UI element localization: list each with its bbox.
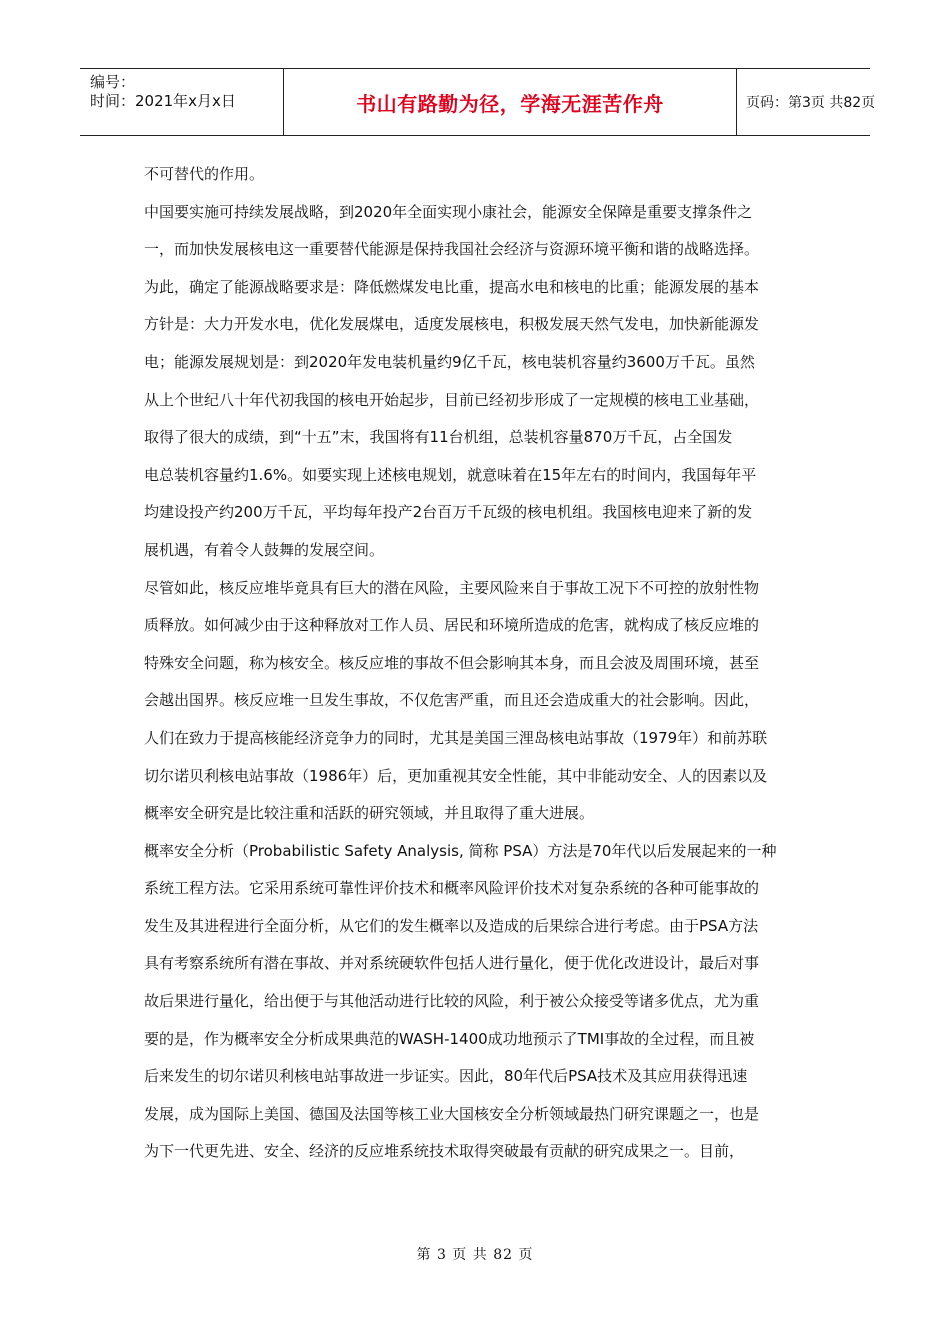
body-line: 电；能源发展规划是：到2020年发电装机量约9亿千瓦，核电装机容量约3600万千瓦。虽然 xyxy=(144,352,755,371)
body-line: 质释放。如何减少由于这种释放对工作人员、居民和环境所造成的危害，就构成了核反应堆的 xyxy=(144,616,760,635)
header-page-info-cell xyxy=(736,69,876,135)
body-line: 故后果进行量化，给出便于与其他活动进行比较的风险，利于被公众接受等诸多优点，尤为重 xyxy=(144,992,760,1011)
footer-page-number: 第 3 页 共 82 页 xyxy=(416,1247,534,1263)
body-line: 方针是：大力开发水电，优化发展煤电，适度发展核电，积极发展天然气发电，加快新能源发 xyxy=(144,315,760,334)
body-line: 发生及其进程进行全面分析，从它们的发生概率以及造成的后果综合进行考虑。由于PSA方法 xyxy=(144,916,759,935)
header-meta xyxy=(80,69,284,135)
body-line: 展机遇，有着令人鼓舞的发展空间。 xyxy=(144,540,385,559)
body-line: 不可替代的作用。 xyxy=(144,165,265,183)
body-line: 后来发生的切尔诺贝利核电站事故进一步证实。因此，80年代后PSA技术及其应用获得迅速 xyxy=(144,1067,748,1086)
body-line: 从上个世纪八十年代初我国的核电开始起步，目前已经初步形成了一定规模的核电工业基础， xyxy=(144,390,760,409)
document-date: 时间：2021年x月x日 xyxy=(90,92,236,110)
body-line: 具有考察系统所有潜在事故、并对系统硬软件包括人进行量化，便于优化改进设计，最后对事 xyxy=(144,954,760,973)
header-motto-cell xyxy=(284,69,737,135)
body-line: 概率安全分析（Probabilistic Safety Analysis, 简称 PSA）方法是70年代以后发展起来的一种 xyxy=(144,841,777,860)
body-line: 特殊安全问题，称为核安全。核反应堆的事故不但会影响其本身，而且会波及周围环境，甚至 xyxy=(144,653,760,672)
body-line: 切尔诺贝利核电站事故（1986年）后，更加重视其安全性能，其中非能动安全、人的因素以及 xyxy=(144,766,768,785)
body-line: 尽管如此，核反应堆毕竟具有巨大的潜在风险，主要风险来自于事故工况下不可控的放射性物 xyxy=(144,578,760,597)
page-header xyxy=(80,68,876,136)
body-line: 人们在致力于提高核能经济竞争力的同时，尤其是美国三浬岛核电站事故（1979年）和前苏联 xyxy=(144,728,768,747)
document-number-label: 编号： xyxy=(90,73,136,91)
body-line: 要的是，作为概率安全分析成果典范的WASH-1400成功地预示了TMI事故的全过程，而且被 xyxy=(144,1029,755,1048)
page-footer xyxy=(0,1244,950,1264)
body-line: 取得了很大的成绩，到“十五”末，我国将有11台机组，总装机容量870万千瓦，占全国发 xyxy=(144,428,733,447)
body-line: 为下一代更先进、安全、经济的反应堆系统技术取得突破最有贡献的研究成果之一。目前， xyxy=(144,1142,745,1161)
body-line: 为此，确定了能源战略要求是：降低燃煤发电比重，提高水电和核电的比重；能源发展的基本 xyxy=(144,277,760,296)
body-line: 概率安全研究是比较注重和活跃的研究领域，并且取得了重大进展。 xyxy=(144,804,595,823)
body-line: 发展，成为国际上美国、德国及法国等核工业大国核安全分析领域最热门研究课题之一，也是 xyxy=(144,1104,760,1123)
header-motto: 书山有路勤为径，学海无涯苦作舟 xyxy=(356,91,664,116)
body-line: 一，而加快发展核电这一重要替代能源是保持我国社会经济与资源环境平衡和谐的战略选择。 xyxy=(144,240,760,259)
body-line: 系统工程方法。它采用系统可靠性评价技术和概率风险评价技术对复杂系统的各种可能事故的 xyxy=(144,879,760,898)
body-line: 会越出国界。核反应堆一旦发生事故，不仅危害严重，而且还会造成重大的社会影响。因此， xyxy=(144,691,760,710)
document-body xyxy=(144,156,814,1171)
header-page-info: 页码：第3页 共82页 xyxy=(746,95,876,111)
body-line: 电总装机容量约1.6%。如要实现上述核电规划，就意味着在15年左右的时间内，我国每年平 xyxy=(144,465,757,484)
body-line: 均建设投产约200万千瓦，平均每年投产2台百万千瓦级的核电机组。我国核电迎来了新的发 xyxy=(144,503,753,522)
body-line: 中国要实施可持续发展战略，到2020年全面实现小康社会，能源安全保障是重要支撑条件之 xyxy=(144,202,753,221)
